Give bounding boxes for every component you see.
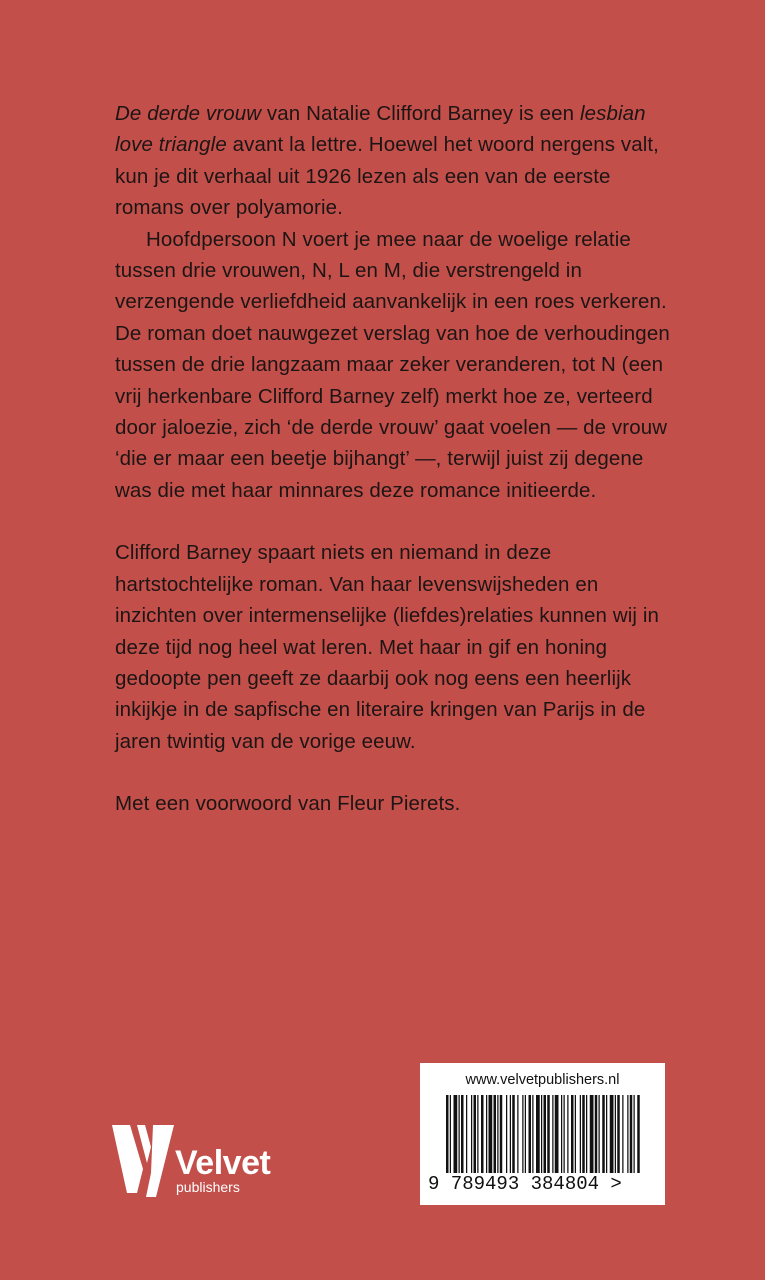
- barcode-bar: [510, 1095, 511, 1173]
- book-title: De derde vrouw: [115, 102, 262, 125]
- barcode-bar: [561, 1095, 562, 1173]
- barcode-bar: [622, 1095, 623, 1173]
- publisher-subtitle: publishers: [176, 1179, 240, 1195]
- barcode-bar: [582, 1095, 585, 1173]
- barcode-bar: [529, 1095, 532, 1173]
- barcode-bars: [446, 1095, 641, 1173]
- barcode-bar: [586, 1095, 587, 1173]
- publisher-website: www.velvetpublishers.nl: [465, 1072, 620, 1088]
- barcode-bar: [486, 1095, 487, 1173]
- barcode-bar: [552, 1095, 553, 1173]
- barcode-bar: [544, 1095, 547, 1173]
- barcode-bar: [532, 1095, 533, 1173]
- barcode-bar: [461, 1095, 464, 1173]
- velvet-v-logo-icon: [112, 1123, 174, 1203]
- blurb-paragraph-praise: Clifford Barney spaart niets en niemand in deze hartstochtelijke roman. Van haar levenswijsheden en inzichten over intermenselijke (liefdes)relaties kunnen wij in deze tijd nog heel wat leren. Met haar in gif en honing gedoopte pen geeft ze daarbij ook nog eens een heerlijk inkijkje in de sapfische en literaire kringen van Parijs in de jaren twintig van de vorige eeuw.: [115, 541, 660, 753]
- barcode-bar: [506, 1095, 507, 1173]
- barcode-bar: [466, 1095, 467, 1173]
- barcode-bar: [547, 1095, 550, 1173]
- italic-phrase: lesbian love triangle: [115, 102, 646, 157]
- barcode-bar: [517, 1095, 518, 1173]
- barcode-bar: [494, 1095, 497, 1173]
- publisher-logo: [112, 1123, 312, 1203]
- barcode-bar: [602, 1095, 605, 1173]
- barcode-bar: [536, 1095, 540, 1173]
- publisher-name: Velvet: [175, 1144, 271, 1182]
- barcode-bar: [590, 1095, 594, 1173]
- barcode-bar: [471, 1095, 472, 1173]
- barcode-bar: [477, 1095, 478, 1173]
- barcode-bar: [606, 1095, 607, 1173]
- barcode-bar: [500, 1095, 503, 1173]
- barcode-bar: [575, 1095, 576, 1173]
- barcode-bar: [497, 1095, 498, 1173]
- barcode-bar: [522, 1095, 523, 1173]
- barcode-bar: [637, 1095, 640, 1173]
- barcode-bar: [454, 1095, 458, 1173]
- barcode-bar: [615, 1095, 616, 1173]
- blurb-paragraph-foreword: Met een voorwoord van Fleur Pierets.: [115, 792, 461, 816]
- barcode-bar: [610, 1095, 614, 1173]
- barcode-bar: [512, 1095, 515, 1173]
- barcode-bar: [627, 1095, 628, 1173]
- barcode-bar: [634, 1095, 635, 1173]
- barcode-bar: [599, 1095, 600, 1173]
- barcode-bar: [567, 1095, 568, 1173]
- blurb-text: avant la lettre. Hoewel het woord nergens valt, kun je dit verhaal uit 1926 lezen als een van de eerste romans over polyamorie.: [115, 133, 659, 220]
- barcode-bar: [450, 1095, 451, 1173]
- barcode-bar: [595, 1095, 598, 1173]
- barcode-bar: [571, 1095, 574, 1173]
- barcode-bar: [489, 1095, 493, 1173]
- barcode-bar: [541, 1095, 542, 1173]
- barcode-bar: [481, 1095, 484, 1173]
- barcode-bar: [617, 1095, 620, 1173]
- barcode-bar: [446, 1095, 449, 1173]
- isbn-number: 9 789493 384804 >: [428, 1173, 622, 1195]
- blurb-paragraph-plot: Hoofdpersoon N voert je mee naar de woelige relatie tussen drie vrouwen, N, L en M, die verstrengeld in verzengende verliefdheid aanvankelijk in een roes verkeren. De roman doet nauwgezet verslag van hoe de verhoudingen tussen de drie langzaam maar zeker veranderen, tot N (een vrij herkenbare Clifford Barney zelf) merkt hoe ze, verteerd door jaloezie, zich ‘de derde vrouw’ gaat voelen — de vrouw ‘die er maar een beetje bijhangt’ —, terwijl juist zij degene was die met haar minnares deze romance initieerde.: [115, 227, 670, 502]
- barcode-bar: [459, 1095, 460, 1173]
- barcode-bar: [555, 1095, 559, 1173]
- isbn-barcode-box: [420, 1063, 665, 1205]
- blurb-paragraph-intro: [115, 98, 685, 224]
- barcode-bar: [580, 1095, 581, 1173]
- blurb-text: van Natalie Clifford Barney is een: [261, 102, 580, 125]
- barcode-bar: [564, 1095, 565, 1173]
- barcode-bar: [630, 1095, 633, 1173]
- barcode-bar: [525, 1095, 526, 1173]
- barcode-bar: [474, 1095, 477, 1173]
- back-cover-blurb: [115, 98, 685, 820]
